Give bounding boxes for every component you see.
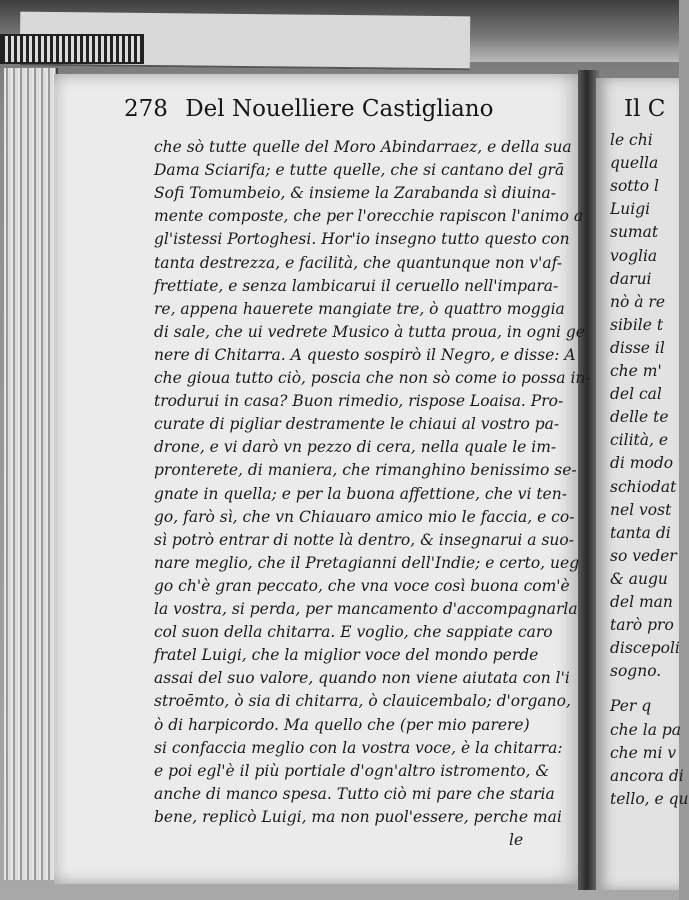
text-line: che gioua tutto ciò, poscia che non sò come io possa in- bbox=[154, 369, 591, 387]
text-line: assai del suo valore, quando non viene aiutata con l'i bbox=[154, 669, 570, 688]
text-line: Dama Sciarifa; e tutte quelle, che si cantano del grā bbox=[154, 161, 565, 180]
text-line: pronterete, di maniera, che rimanghino benissimo se- bbox=[154, 461, 577, 480]
page-header bbox=[124, 96, 564, 132]
text-line: le bbox=[509, 831, 524, 849]
facing-text-line: tanta di bbox=[610, 523, 671, 542]
facing-text-line: discepoli bbox=[610, 639, 680, 658]
facing-text-line: nò à re bbox=[610, 292, 665, 311]
facing-text-line: sogno. bbox=[610, 662, 662, 681]
text-line: Sofi Tomumbeio, & insieme la Zarabanda sì diuina- bbox=[154, 184, 556, 203]
facing-text-line: Luigi bbox=[610, 200, 651, 219]
text-line: gnate in quella; e per la buona affettione, che vi ten- bbox=[154, 484, 567, 503]
text-line: si confaccia meglio con la vostra voce, è la chitarra: bbox=[154, 738, 563, 757]
text-line: frettiate, e senza lambicarui il ceruello nell'impara- bbox=[154, 276, 559, 295]
facing-text-line: quella bbox=[610, 154, 659, 173]
text-line: re, appena hauerete mangiate tre, ò quattro moggia bbox=[154, 299, 565, 318]
facing-text-line: che mi v bbox=[610, 743, 677, 762]
text-line: trodurui in casa? Buon rimedio, rispose Loaisa. Pro- bbox=[154, 392, 564, 411]
text-line: mente composte, che per l'orecchie rapiscon l'animo a bbox=[154, 207, 584, 226]
facing-text-line: schiodat bbox=[610, 477, 677, 496]
text-line: e poi egl'è il più portiale d'ogn'altro istromento, & bbox=[154, 761, 550, 780]
text-line: fratel Luigi, che la miglior voce del mondo perde bbox=[154, 646, 539, 665]
facing-text-line: tello, e qu bbox=[610, 789, 689, 808]
facing-page bbox=[596, 78, 689, 890]
running-title: Del Nouelliere Castigliano bbox=[185, 96, 494, 122]
text-line: go, farò sì, che vn Chiauaro amico mio le faccia, e co- bbox=[154, 507, 575, 526]
page-number: 278 bbox=[124, 96, 168, 122]
facing-text-line: so veder bbox=[610, 546, 677, 565]
facing-text-line: di modo bbox=[610, 454, 674, 473]
text-line: tanta destrezza, e facilità, che quantunque non v'af- bbox=[154, 253, 563, 272]
facing-text-line: tarò pro bbox=[610, 616, 674, 635]
text-line: go ch'è gran peccato, che vna voce così buona com'è bbox=[154, 576, 570, 595]
text-line: col suon della chitarra. E voglio, che sappiate caro bbox=[154, 623, 553, 642]
facing-page-header: Il C bbox=[624, 96, 666, 122]
facing-text-line: del cal bbox=[610, 385, 662, 404]
text-line: stroēmto, ò sia di chitarra, ò clauicembalo; d'organo, bbox=[154, 692, 571, 711]
facing-text-line: sibile t bbox=[610, 315, 664, 334]
text-line: anche di manco spesa. Tutto ciò mi pare che staria bbox=[154, 784, 555, 803]
facing-text-line: delle te bbox=[610, 408, 669, 427]
text-line: curate di pigliar destramente le chiaui al vostro pa- bbox=[154, 415, 560, 434]
text-line: ò di harpicordo. Ma quello che (per mio parere) bbox=[154, 715, 530, 734]
facing-text-line: voglia bbox=[610, 246, 658, 265]
facing-text-line: sumat bbox=[610, 223, 659, 242]
page-stack-edge bbox=[4, 68, 58, 880]
facing-text-line: darui bbox=[610, 269, 652, 288]
facing-text-line: cilità, e bbox=[610, 431, 669, 450]
facing-text-line: le chi bbox=[610, 131, 653, 149]
text-line: sì potrò entrar di notte là dentro, & insegnarui a suo- bbox=[154, 530, 574, 549]
text-line: nare meglio, che il Pretagianni dell'Indie; e certo, ueg bbox=[154, 553, 580, 572]
facing-text-line: disse il bbox=[610, 338, 665, 357]
facing-text-line: Per q bbox=[610, 697, 652, 716]
text-line: bene, replicò Luigi, ma non puol'essere, perche mai bbox=[154, 807, 562, 826]
text-line: la vostra, si perda, per mancamento d'accompagnarla bbox=[154, 600, 578, 618]
facing-text-line: & augu bbox=[610, 569, 668, 588]
facing-text-line: sotto l bbox=[610, 177, 659, 196]
facing-text-line: che m' bbox=[610, 362, 662, 380]
text-line: di sale, che ui vedrete Musico à tutta proua, in ogni ge bbox=[154, 322, 585, 341]
text-line: drone, e vi darò vn pezzo di cera, nella quale le im- bbox=[154, 438, 557, 457]
facing-text-line: che la pa bbox=[610, 720, 682, 739]
facing-text-line: del man bbox=[610, 593, 673, 611]
text-line: nere di Chitarra. A questo sospirò il Negro, e disse: A bbox=[154, 345, 576, 364]
text-line: che sò tutte quelle del Moro Abindarraez, e della sua bbox=[154, 138, 572, 156]
decorative-border bbox=[0, 34, 144, 64]
text-line: gl'istessi Portoghesi. Hor'io insegno tutto questo con bbox=[154, 230, 570, 249]
facing-text-line: ancora di bbox=[610, 766, 684, 785]
facing-text-line: nel vost bbox=[610, 500, 672, 519]
